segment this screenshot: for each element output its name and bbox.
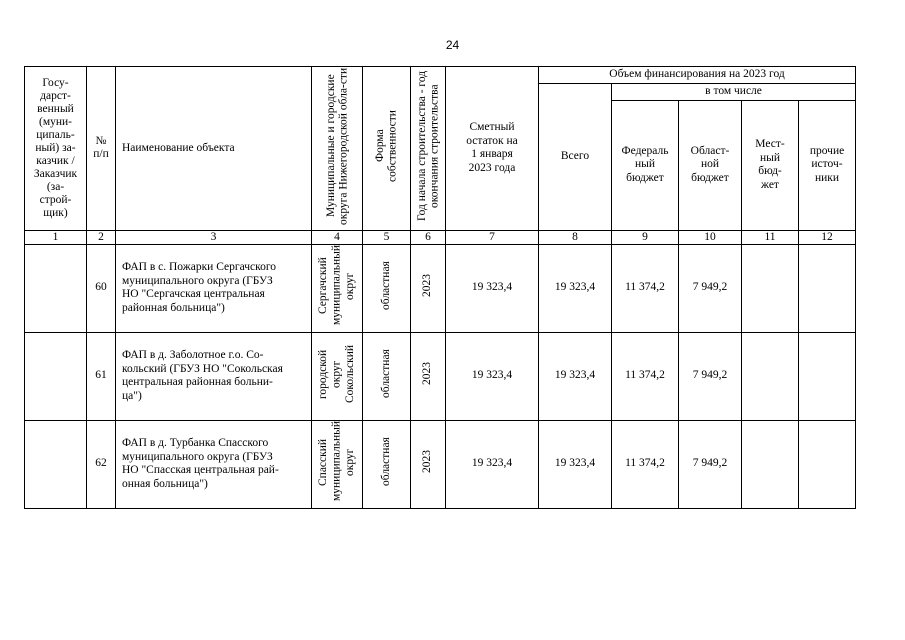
cell-regional: 7 949,2	[679, 332, 742, 420]
header-funding-title: Объем финансирования на 2023 год	[539, 67, 856, 84]
cell-regional: 7 949,2	[679, 420, 742, 508]
header-local: Мест- ный бюд- жет	[742, 100, 799, 230]
cell-other	[799, 420, 856, 508]
cell-num: 61	[87, 332, 116, 420]
column-numbers-row	[25, 230, 856, 244]
column-number: 12	[799, 230, 856, 244]
header-object-name: Наименование объекта	[116, 67, 312, 231]
cell-ownership: областная	[363, 244, 411, 332]
header-including: в том числе	[612, 84, 856, 101]
cell-regional: 7 949,2	[679, 244, 742, 332]
cell-federal: 11 374,2	[612, 420, 679, 508]
cell-years: 2023	[411, 244, 446, 332]
column-number: 1	[25, 230, 87, 244]
column-number: 5	[363, 230, 411, 244]
cell-customer	[25, 420, 87, 508]
header-balance: Сметный остаток на 1 января 2023 года	[446, 67, 539, 231]
cell-years: 2023	[411, 332, 446, 420]
cell-num: 62	[87, 420, 116, 508]
column-number: 8	[539, 230, 612, 244]
cell-object-name: ФАП в д. Заболотное г.о. Со- кольский (ГБУЗ НО "Сокольская центральная районная больни- ца")	[116, 332, 312, 420]
cell-ownership: областная	[363, 332, 411, 420]
header-other: прочие источ- ники	[799, 100, 856, 230]
column-number: 9	[612, 230, 679, 244]
financing-table	[24, 66, 856, 509]
cell-years: 2023	[411, 420, 446, 508]
cell-balance: 19 323,4	[446, 244, 539, 332]
header-municipal: Муниципальные и городские округа Нижегородской обла-сти	[312, 67, 363, 231]
cell-ownership: областная	[363, 420, 411, 508]
cell-total: 19 323,4	[539, 420, 612, 508]
header-ownership: Форма собственности	[363, 67, 411, 231]
column-number: 3	[116, 230, 312, 244]
table-row	[25, 420, 856, 508]
column-number: 2	[87, 230, 116, 244]
cell-other	[799, 244, 856, 332]
cell-num: 60	[87, 244, 116, 332]
cell-balance: 19 323,4	[446, 420, 539, 508]
cell-customer	[25, 244, 87, 332]
cell-local	[742, 244, 799, 332]
cell-local	[742, 332, 799, 420]
cell-object-name: ФАП в с. Пожарки Сергачского муниципального округа (ГБУЗ НО "Сергачская центральная районная больница")	[116, 244, 312, 332]
header-customer: Госу- дарст- венный (муни- ципаль- ный) за- казчик / Заказчик (за- строй- щик)	[25, 67, 87, 231]
column-number: 7	[446, 230, 539, 244]
column-number: 4	[312, 230, 363, 244]
header-years: Год начала строительства - год окончания строительства	[411, 67, 446, 231]
cell-municipal: Спасский муниципальный округ	[312, 420, 363, 508]
column-number: 6	[411, 230, 446, 244]
column-number: 11	[742, 230, 799, 244]
cell-total: 19 323,4	[539, 244, 612, 332]
column-number: 10	[679, 230, 742, 244]
cell-balance: 19 323,4	[446, 332, 539, 420]
cell-municipal: городской округ Сокольский	[312, 332, 363, 420]
cell-object-name: ФАП в д. Турбанка Спасского муниципального округа (ГБУЗ НО "Спасская центральная рай- онная больница")	[116, 420, 312, 508]
cell-customer	[25, 332, 87, 420]
header-total: Всего	[539, 84, 612, 231]
cell-federal: 11 374,2	[612, 332, 679, 420]
page-number: 24	[445, 38, 460, 52]
cell-other	[799, 332, 856, 420]
table-row	[25, 332, 856, 420]
header-num: № п/п	[87, 67, 116, 231]
cell-federal: 11 374,2	[612, 244, 679, 332]
cell-municipal: Сергачский муниципальный округ	[312, 244, 363, 332]
header-regional: Област- ной бюджет	[679, 100, 742, 230]
cell-local	[742, 420, 799, 508]
table-row	[25, 244, 856, 332]
header-federal: Федераль ный бюджет	[612, 100, 679, 230]
cell-total: 19 323,4	[539, 332, 612, 420]
